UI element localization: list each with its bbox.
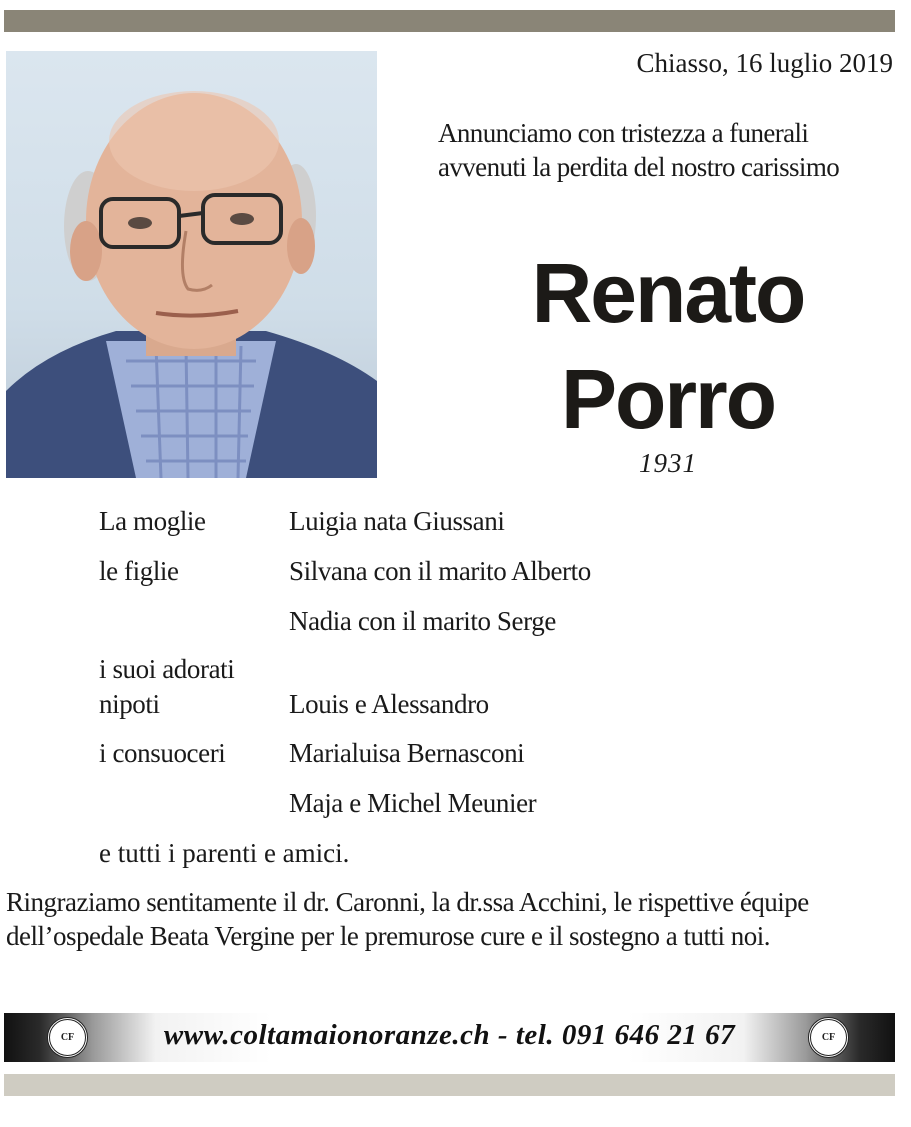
family-relation: nipoti bbox=[99, 689, 160, 719]
family-names: Louis e Alessandro bbox=[289, 689, 489, 719]
footer-contact[interactable]: www.coltamaionoranze.ch - tel. 091 646 21 67 bbox=[163, 1019, 736, 1051]
logo-mark: CF bbox=[821, 1032, 836, 1043]
family-names: Silvana con il marito Alberto bbox=[289, 556, 591, 586]
deceased-last-name: Porro bbox=[560, 352, 776, 446]
footer-banner bbox=[4, 1013, 895, 1062]
family-names: Nadia con il marito Serge bbox=[289, 606, 556, 636]
deceased-first-name: Renato bbox=[531, 246, 805, 340]
bottom-divider-bar bbox=[4, 1074, 895, 1096]
portrait-photo bbox=[6, 51, 377, 478]
announcement-intro: Annunciamo con tristezza a funerali avvenuti la perdita del nostro carissimo bbox=[438, 118, 840, 182]
closing-line: e tutti i parenti e amici. bbox=[99, 838, 350, 868]
funeral-home-logo bbox=[808, 1017, 849, 1058]
place-and-date: Chiasso, 16 luglio 2019 bbox=[636, 48, 893, 78]
family-relation: i consuoceri bbox=[99, 738, 226, 768]
family-names: Marialuisa Bernasconi bbox=[289, 738, 525, 768]
family-relation: i suoi adorati bbox=[99, 654, 235, 684]
thanks-paragraph: Ringraziamo sentitamente il dr. Caronni, la dr.ssa Acchini, le rispettive équipe dell’ospedale Beata Vergine per le premurose cure e il sostegno a tutti noi. bbox=[6, 887, 809, 951]
family-relation: le figlie bbox=[99, 556, 179, 586]
top-divider-bar bbox=[4, 10, 895, 32]
family-names: Maja e Michel Meunier bbox=[289, 788, 537, 818]
family-relation: La moglie bbox=[99, 506, 206, 536]
portrait-illustration bbox=[6, 51, 377, 478]
family-names: Luigia nata Giussani bbox=[289, 506, 505, 536]
birth-year: 1931 bbox=[639, 448, 697, 478]
deceased-name bbox=[438, 240, 898, 452]
logo-mark: CF bbox=[60, 1032, 75, 1043]
